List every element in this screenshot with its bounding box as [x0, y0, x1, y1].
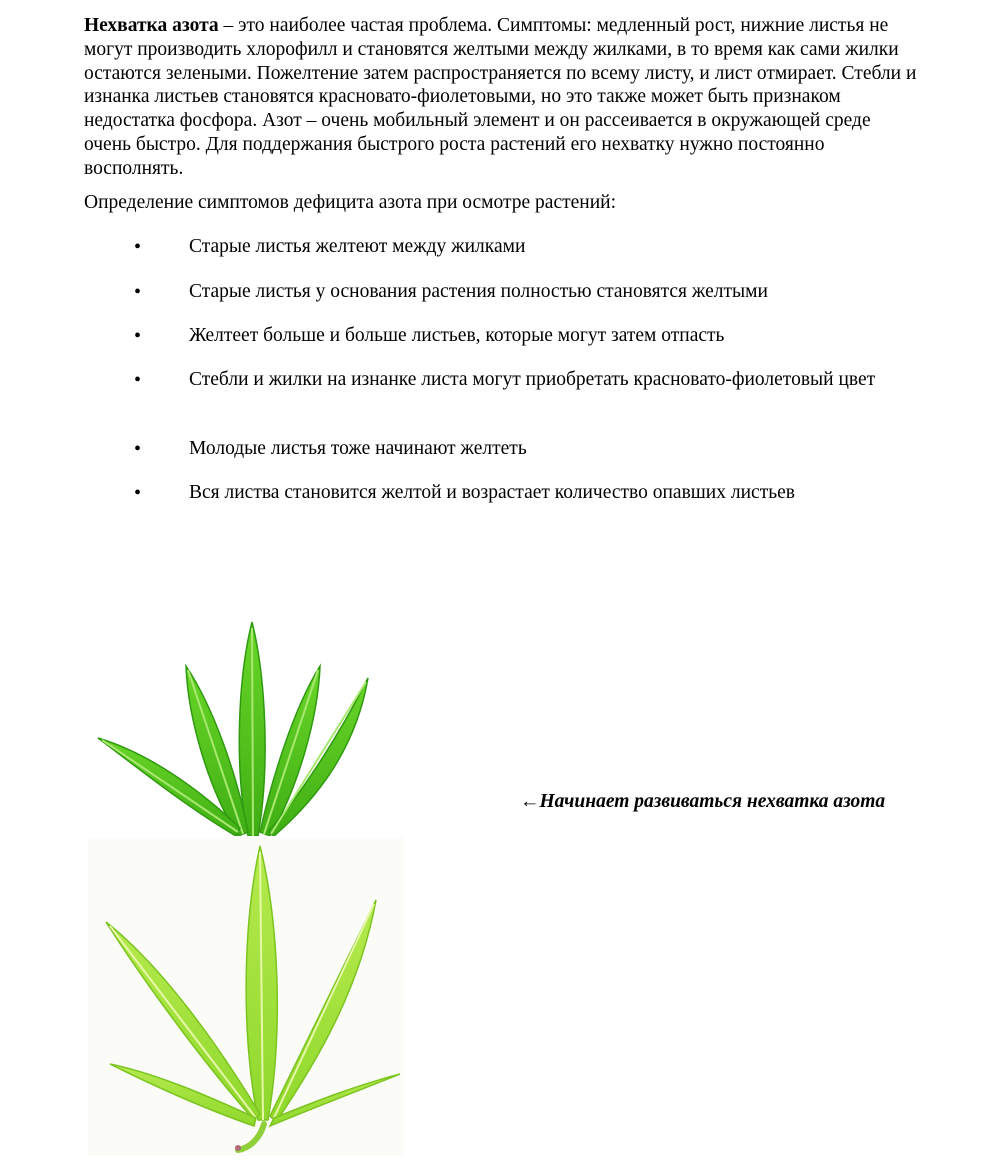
symptoms-lead: Определение симптомов дефицита азота при осмотре растений:	[84, 192, 617, 213]
deficient-leaf-image	[88, 838, 404, 1156]
bullet-icon: •	[134, 369, 142, 391]
deficient-leaf-icon	[88, 838, 404, 1156]
bullet-icon: •	[134, 482, 142, 504]
intro-text: – это наиболее частая проблема. Симптомы: медленный рост, нижние листья не могут производить хлорофилл и становятся желтыми между жилками, в то время как сами жилки остаются зелеными. Пожелтение затем распространяется по всему листу, и лист отмирает. Стебли и изнанка листьев становятся красновато-фиолетовыми, но это также может быть признаком недостатка фосфора. Азот – очень мобильный элемент и он рассеивается в окружающей среде очень быстро. Для поддержания быстрого роста растений его нехватку нужно постоянно восполнять.	[84, 15, 917, 179]
bullet-icon: •	[134, 236, 142, 258]
list-item-text: Молодые листья тоже начинают желтеть	[189, 438, 527, 459]
healthy-leaf-image	[88, 618, 398, 836]
leaf-caption: ←Начинает развиваться нехватка азота	[520, 791, 886, 812]
intro-bold-term: Нехватка азота	[84, 15, 219, 36]
healthy-leaf-icon	[88, 618, 398, 836]
intro-paragraph	[84, 14, 920, 181]
bullet-icon: •	[134, 438, 142, 460]
bullet-icon: •	[134, 281, 142, 303]
list-item-text: Вся листва становится желтой и возрастает количество опавших листьев	[189, 482, 795, 503]
list-item-text: Стебли и жилки на изнанке листа могут приобретать красновато-фиолетовый цвет	[189, 369, 876, 390]
bullet-icon: •	[134, 325, 142, 347]
list-item-text: Старые листья желтеют между жилками	[189, 236, 526, 257]
list-item-text: Желтеет больше и больше листьев, которые могут затем отпасть	[189, 325, 725, 346]
list-item-text: Старые листья у основания растения полностью становятся желтыми	[189, 281, 768, 302]
